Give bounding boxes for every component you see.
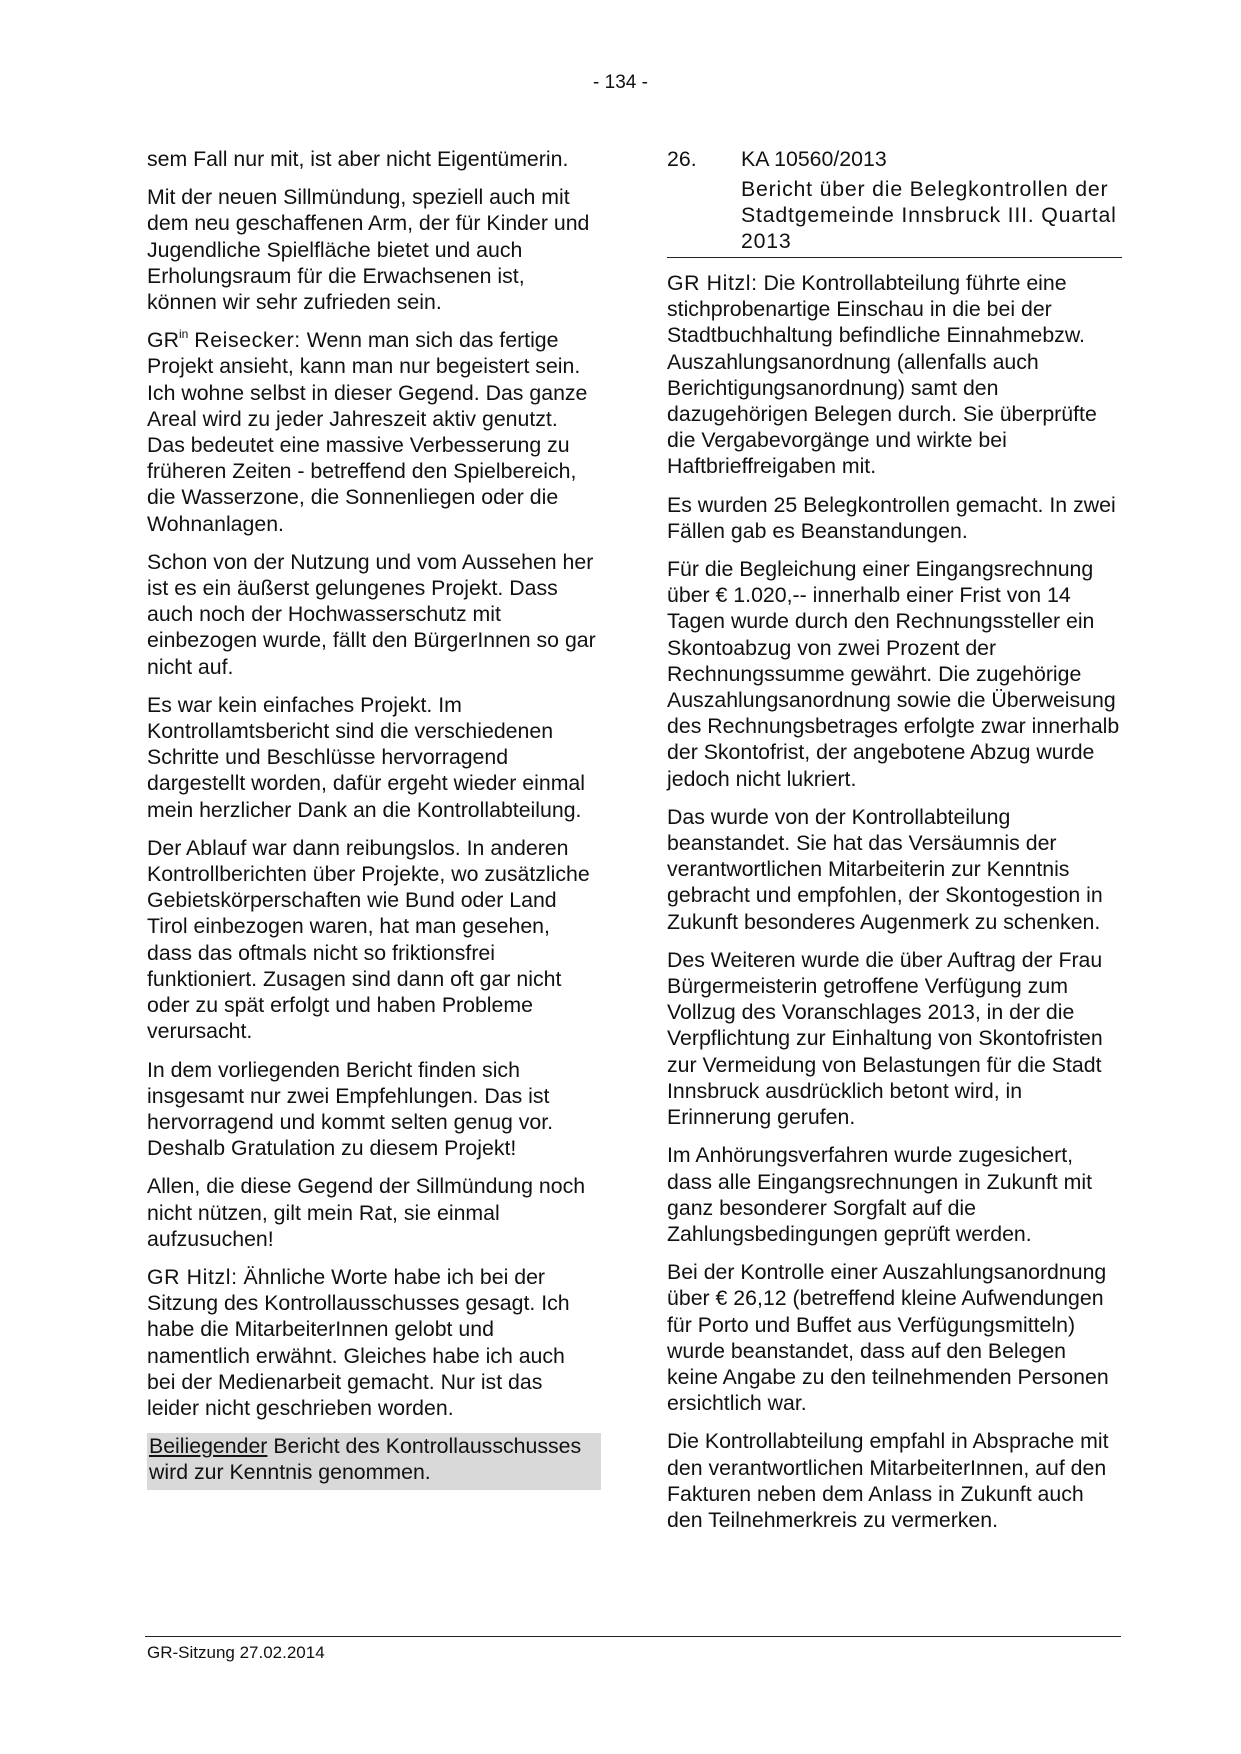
- speech-text: Wenn man sich das fertige Projekt ansieht, kann man nur begeistert sein. Ich wohne selbst in dieser Gegend. Das ganze Areal wird zu jeder Jahreszeit aktiv genutzt. Das bedeutet eine massive Verbesserung zu früheren Zeiten - betreffend den Spielbereich, die Wasserzone, die Sonnenliegen oder die Wohnanlagen.: [147, 328, 588, 536]
- agenda-item-reference: KA 10560/2013: [741, 147, 887, 171]
- paragraph: Des Weiteren wurde die über Auftrag der Frau Bürgermeisterin getroffene Verfügung zum Vollzug des Voranschlages 2013, in der die Verpflichtung zur Einhaltung von Skontofristen zur Vermeidung von Belastungen für die Stadt Innsbruck ausdrücklich betont wird, in Erinnerung gerufen.: [667, 947, 1103, 1130]
- footer-divider: [145, 1636, 1121, 1637]
- agenda-item-divider: [667, 257, 1122, 258]
- left-column: [147, 146, 597, 1502]
- speaker-name: GR Hitzl:: [667, 271, 758, 295]
- right-column: [667, 146, 1122, 1545]
- speech-text: Die Kontrollabteilung führte eine stichprobenartige Einschau in die bei der Stadtbuchhaltung befindliche Einnahmebzw. Auszahlungsanordnung (allenfalls auch Berichtigungsanordnung) samt den dazugehörigen Belegen durch. Sie überprüfte die Vergabevorgänge und wirkte bei Haftbrieffreigaben mit.: [667, 271, 1097, 479]
- resolution-underlined-word: Beiliegender: [149, 1434, 268, 1459]
- page-number: - 134 -: [593, 72, 648, 93]
- paragraph: Die Kontrollabteilung empfahl in Absprache mit den verantwortlichen MitarbeiterInnen, auf den Fakturen neben dem Anlass in Zukunft auch den Teilnehmerkreis zu vermerken.: [667, 1429, 1109, 1532]
- paragraph: Mit der neuen Sillmündung, speziell auch mit dem neu geschaffenen Arm, der für Kinder und Jugendliche Spielfläche bietet und auch Erholungsraum für die Erwachsenen ist, können wir sehr zufrieden sein.: [147, 185, 590, 315]
- paragraph: Der Ablauf war dann reibungslos. In anderen Kontrollberichten über Projekte, wo zusätzliche Gebietskörperschaften wie Bund oder Land Tirol einbezogen waren, hat man gesehen, dass das oftmals nicht so friktionsfrei funktioniert. Zusagen sind dann oft gar nicht oder zu spät erfolgt und haben Probleme verursacht.: [147, 835, 590, 1044]
- footer-session-date: GR-Sitzung 27.02.2014: [147, 1643, 325, 1662]
- agenda-item-title: Bericht über die Belegkontrollen der Stadtgemeinde Innsbruck III. Quartal 2013: [741, 177, 1117, 253]
- speaker-prefix: GR: [147, 328, 179, 353]
- paragraph: Im Anhörungsverfahren wurde zugesichert, dass alle Eingangsrechnungen in Zukunft mit ganz besonderer Sorgfalt auf die Zahlungsbedingungen geprüft werden.: [667, 1143, 1093, 1246]
- paragraph: Das wurde von der Kontrollabteilung beanstandet. Sie hat das Versäumnis der verantwortlichen Mitarbeiterin zur Kenntnis gebracht und empfohlen, der Skontogestion in Zukunft besonderes Augenmerk zu schenken.: [667, 804, 1103, 934]
- paragraph: Es wurden 25 Belegkontrollen gemacht. In zwei Fällen gab es Beanstandungen.: [667, 492, 1116, 543]
- speaker-title-superscript: in: [178, 327, 189, 342]
- speech-hitzl-report: [667, 270, 1122, 480]
- speech-text: Ähnliche Worte habe ich bei der Sitzung des Kontrollausschusses gesagt. Ich habe die MitarbeiterInnen gelobt und namentlich erwähnt. Gleiches habe ich auch bei der Medienarbeit gemacht. Nur ist das leider nicht geschrieben worden.: [147, 1264, 570, 1420]
- agenda-item-header: [667, 146, 1122, 176]
- paragraph: In dem vorliegenden Bericht finden sich insgesamt nur zwei Empfehlungen. Das ist hervorragend und kommt selten genug vor. Deshalb Gratulation zu diesem Projekt!: [147, 1057, 554, 1161]
- paragraph: sem Fall nur mit, ist aber nicht Eigentümerin.: [147, 147, 569, 171]
- resolution-box: [147, 1433, 601, 1489]
- paragraph: Schon von der Nutzung und vom Aussehen her ist es ein äußerst gelungenes Projekt. Dass auch noch der Hochwasserschutz mit einbezogen wurde, fällt den BürgerInnen so gar nicht auf.: [147, 549, 596, 679]
- speaker-name: Reisecker:: [194, 328, 301, 353]
- paragraph: Für die Begleichung einer Eingangsrechnung über € 1.020,-- innerhalb einer Frist von 14 Tagen wurde durch den Rechnungssteller ein Skontoabzug von zwei Prozent der Rechnungssumme gewährt. Die zugehörige Auszahlungsanordnung sowie die Überweisung des Rechnungsbetrages erfolgte zwar innerhalb der Skontofrist, der angebotene Abzug wurde jedoch nicht lukriert.: [667, 557, 1120, 791]
- speech-reisecker: [147, 327, 597, 537]
- speaker-name: GR Hitzl:: [147, 1264, 238, 1289]
- resolution-text: Bericht des Kontrollausschusses wird zur Kenntnis genommen.: [149, 1434, 582, 1485]
- agenda-item-number: 26.: [667, 147, 697, 171]
- paragraph: Bei der Kontrolle einer Auszahlungsanordnung über € 26,12 (betreffend kleine Aufwendungen für Porto und Buffet aus Verfügungsmitteln) wurde beanstandet, dass auf den Belegen keine Angabe zu den teilnehmenden Personen ersichtlich war.: [667, 1260, 1109, 1416]
- speech-hitzl: [147, 1264, 597, 1421]
- paragraph: Es war kein einfaches Projekt. Im Kontrollamtsbericht sind die verschiedenen Schritte und Beschlüsse hervorragend dargestellt worden, dafür ergeht wieder einmal mein herzlicher Dank an die Kontrollabteilung.: [147, 692, 586, 822]
- paragraph: Allen, die diese Gegend der Sillmündung noch nicht nützen, gilt mein Rat, sie einmal aufzusuchen!: [147, 1174, 586, 1251]
